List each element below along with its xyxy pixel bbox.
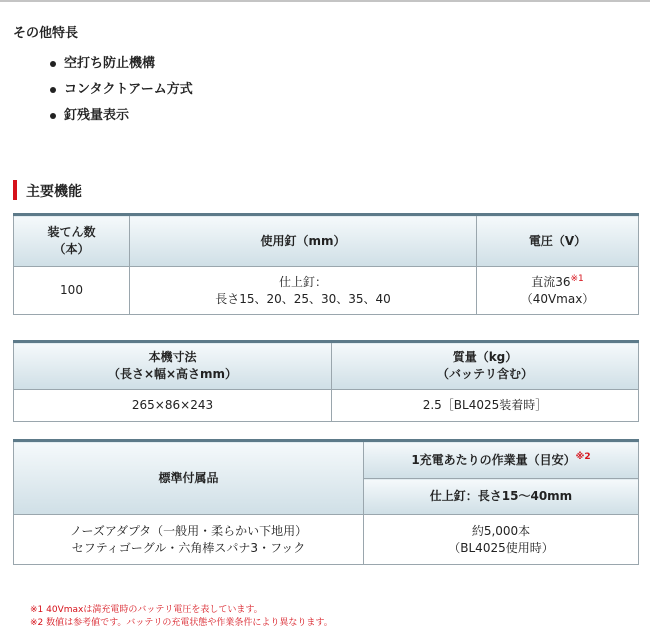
work-amount-header [364, 441, 639, 479]
dimensions-header [14, 342, 332, 390]
other-features-title: その他特長 [13, 26, 79, 41]
feature-item [46, 107, 193, 133]
heading-accent-bar [13, 180, 17, 200]
weight-value: 2.5［BL4025装着時］ [332, 390, 639, 422]
dimensions-header-line1: 本機寸法 [148, 350, 197, 364]
work-amount-value-line1: 約5,000本 [471, 523, 531, 538]
feature-item [46, 81, 193, 107]
feature-item [46, 55, 193, 81]
top-divider [0, 0, 650, 2]
work-amount-subheader: 仕上釘：長さ15～40mm [364, 479, 639, 515]
voltage-header: 電圧（V） [477, 215, 639, 267]
weight-header-line1: 質量（kg） [452, 350, 518, 364]
nail-header: 使用釘（mm） [130, 215, 477, 267]
dimensions-header-line2: （長さ×幅×高さmm） [107, 367, 238, 381]
nail-value-line2: 長さ15、20、25、30、35、40 [215, 291, 391, 306]
voltage-value-text: 直流36 [531, 274, 571, 289]
weight-header [332, 342, 639, 390]
weight-header-line2: （バッテリ含む） [436, 367, 533, 381]
work-amount-value [364, 515, 639, 565]
feature-list [46, 55, 193, 133]
feature-item-label: 空打ち防止機構 [64, 56, 156, 71]
accessories-header: 標準付属品 [14, 441, 364, 515]
footnotes [30, 604, 333, 630]
capacity-value: 100 [14, 267, 130, 315]
bullet-icon [50, 61, 56, 67]
spec-table-nail [13, 213, 639, 315]
main-functions-title: 主要機能 [26, 184, 82, 200]
note-mark-1: ※1 [570, 273, 584, 284]
voltage-value-line1 [477, 274, 638, 291]
footnote-2: ※2 数値は参考値です。バッテリの充電状態や作業条件により異なります。 [30, 618, 333, 628]
accessories-value [14, 515, 364, 565]
bullet-icon [50, 87, 56, 93]
accessories-value-line1: ノーズアダプタ（一般用・柔らかい下地用） [69, 523, 308, 538]
work-amount-header-text: 1充電あたりの作業量（目安） [411, 452, 576, 467]
nail-value-line1: 仕上釘： [278, 274, 327, 289]
note-mark-2: ※2 [575, 451, 591, 462]
spec-table-accessories [13, 439, 639, 565]
voltage-value-line2: （40Vmax） [520, 291, 595, 306]
feature-item-label: 釘残量表示 [64, 108, 130, 123]
capacity-header [14, 215, 130, 267]
voltage-value [477, 267, 639, 315]
footnote-1: ※1 40Vmaxは満充電時のバッテリ電圧を表しています。 [30, 605, 263, 615]
feature-item-label: コンタクトアーム方式 [64, 82, 193, 97]
spec-table-dimensions [13, 340, 639, 422]
nail-value [130, 267, 477, 315]
capacity-header-line2: （本） [53, 242, 90, 256]
dimensions-value: 265×86×243 [14, 390, 332, 422]
accessories-value-line2: セフティゴーグル・六角棒スパナ3・フック [71, 540, 306, 555]
work-amount-value-line2: （BL4025使用時） [448, 540, 554, 555]
bullet-icon [50, 113, 56, 119]
capacity-header-line1: 装てん数 [47, 225, 96, 239]
